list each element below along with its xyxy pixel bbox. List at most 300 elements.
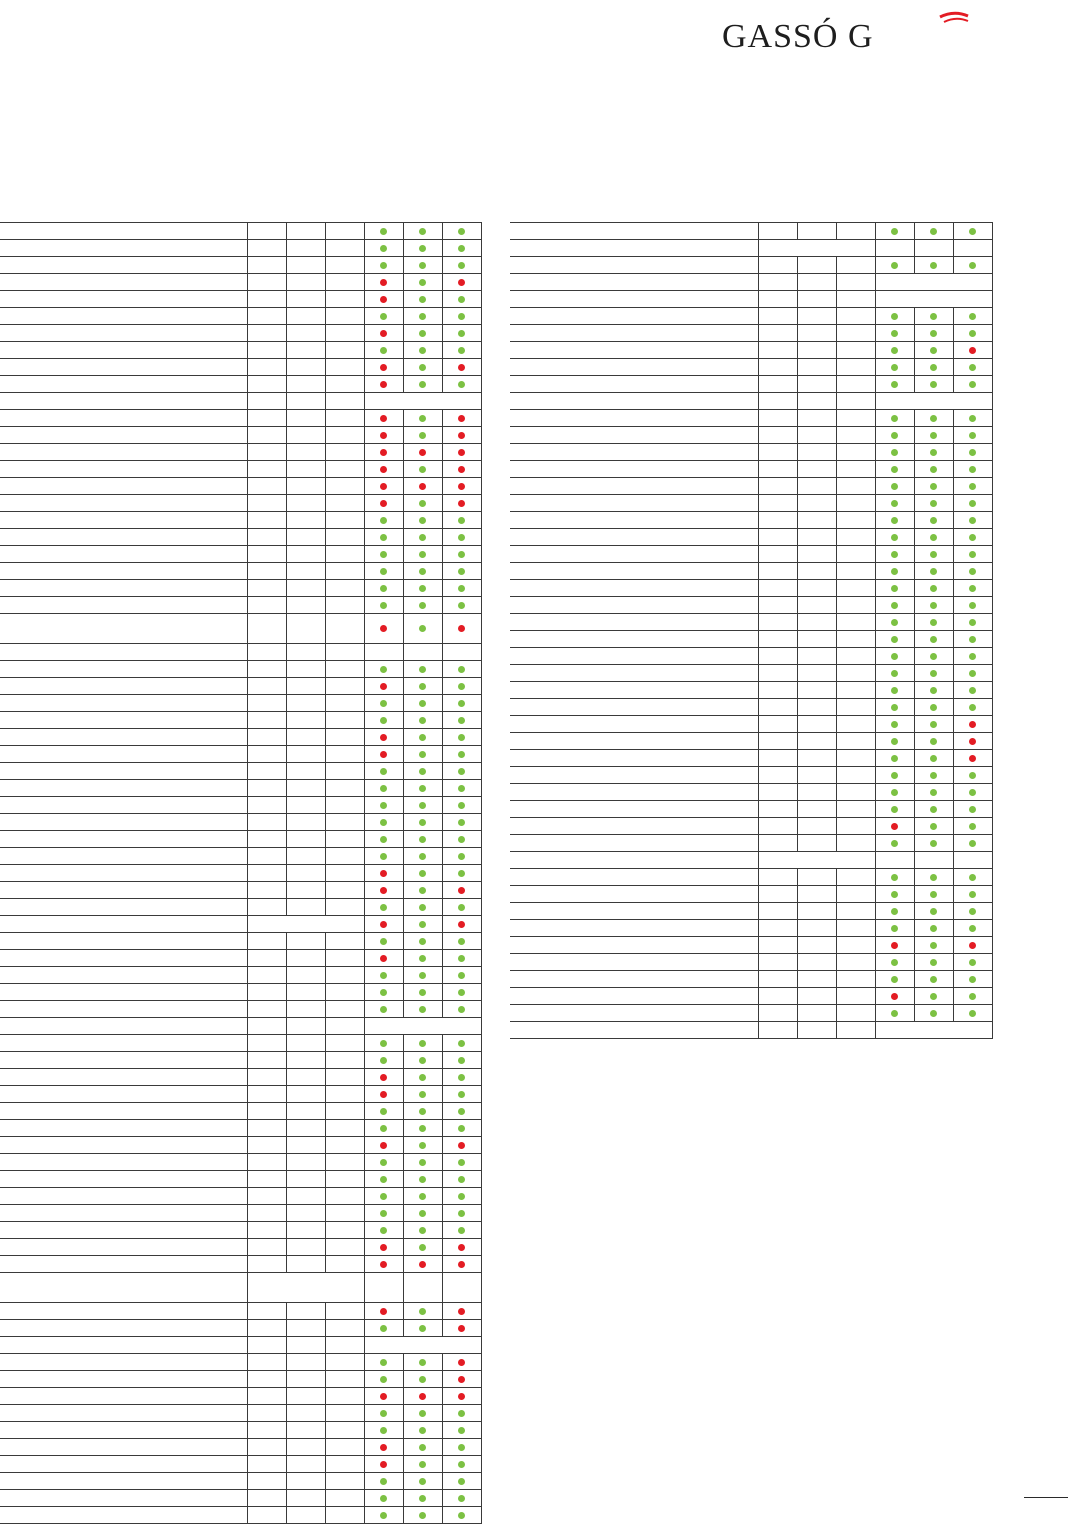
spec-cell bbox=[247, 563, 286, 580]
status-cell bbox=[953, 699, 992, 716]
status-cell bbox=[953, 376, 992, 393]
status-cell bbox=[364, 661, 403, 678]
green-dot-icon bbox=[419, 585, 426, 592]
spec-cell bbox=[247, 478, 286, 495]
red-dot-icon bbox=[419, 1393, 426, 1400]
table-row bbox=[0, 223, 481, 240]
spec-cell bbox=[247, 1239, 286, 1256]
spec-cell bbox=[247, 546, 286, 563]
spec-cell bbox=[286, 1018, 325, 1035]
green-dot-icon bbox=[969, 619, 976, 626]
green-dot-icon bbox=[419, 870, 426, 877]
green-dot-icon bbox=[891, 670, 898, 677]
status-cell bbox=[403, 1120, 442, 1137]
status-cell bbox=[364, 1018, 403, 1035]
red-dot-icon bbox=[380, 449, 387, 456]
red-dot-icon bbox=[458, 921, 465, 928]
green-dot-icon bbox=[419, 625, 426, 632]
spec-cell bbox=[286, 1188, 325, 1205]
spec-cell bbox=[286, 1120, 325, 1137]
status-cell bbox=[403, 257, 442, 274]
status-cell bbox=[364, 763, 403, 780]
green-dot-icon bbox=[891, 466, 898, 473]
status-cell bbox=[364, 695, 403, 712]
status-cell bbox=[442, 1103, 481, 1120]
status-cell bbox=[442, 1205, 481, 1222]
spec-cell bbox=[836, 818, 875, 835]
spec-cell bbox=[325, 644, 364, 661]
green-dot-icon bbox=[380, 534, 387, 541]
spec-cell bbox=[286, 512, 325, 529]
status-cell bbox=[442, 1422, 481, 1439]
green-dot-icon bbox=[419, 887, 426, 894]
spec-cell bbox=[758, 580, 797, 597]
green-dot-icon bbox=[419, 279, 426, 286]
green-dot-icon bbox=[419, 1057, 426, 1064]
spec-cell bbox=[247, 1205, 286, 1222]
spec-cell bbox=[836, 1022, 875, 1039]
status-cell bbox=[953, 1022, 992, 1039]
status-cell bbox=[403, 512, 442, 529]
spec-cell bbox=[247, 729, 286, 746]
row-label-cell bbox=[0, 1154, 247, 1171]
status-cell bbox=[442, 1256, 481, 1273]
spec-cell bbox=[325, 563, 364, 580]
spec-cell bbox=[286, 1103, 325, 1120]
green-dot-icon bbox=[891, 432, 898, 439]
status-cell bbox=[442, 814, 481, 831]
spec-cell bbox=[797, 342, 836, 359]
table-row bbox=[0, 546, 481, 563]
table-row bbox=[0, 1086, 481, 1103]
spec-cell bbox=[286, 950, 325, 967]
spec-cell bbox=[797, 971, 836, 988]
row-label-cell bbox=[0, 1001, 247, 1018]
spec-cell bbox=[797, 1022, 836, 1039]
green-dot-icon bbox=[419, 415, 426, 422]
row-label-cell bbox=[510, 393, 758, 410]
row-label-cell bbox=[510, 529, 758, 546]
table-row bbox=[0, 712, 481, 729]
green-dot-icon bbox=[458, 989, 465, 996]
green-dot-icon bbox=[969, 653, 976, 660]
table-row bbox=[0, 1354, 481, 1371]
spec-cell bbox=[836, 954, 875, 971]
green-dot-icon bbox=[380, 989, 387, 996]
status-cell bbox=[953, 495, 992, 512]
green-dot-icon bbox=[969, 976, 976, 983]
green-dot-icon bbox=[930, 534, 937, 541]
status-cell bbox=[442, 831, 481, 848]
status-cell bbox=[364, 1273, 403, 1303]
green-dot-icon bbox=[891, 228, 898, 235]
red-dot-icon bbox=[380, 921, 387, 928]
row-label-cell bbox=[0, 1188, 247, 1205]
status-cell bbox=[875, 682, 914, 699]
green-dot-icon bbox=[458, 870, 465, 877]
spec-cell bbox=[247, 1018, 286, 1035]
spec-cell bbox=[247, 495, 286, 512]
status-cell bbox=[403, 882, 442, 899]
table-row bbox=[510, 257, 992, 274]
spec-cell bbox=[758, 1005, 797, 1022]
status-cell bbox=[364, 1256, 403, 1273]
green-dot-icon bbox=[458, 1227, 465, 1234]
green-dot-icon bbox=[969, 891, 976, 898]
green-dot-icon bbox=[930, 687, 937, 694]
status-cell bbox=[442, 780, 481, 797]
spec-cell bbox=[325, 342, 364, 359]
green-dot-icon bbox=[458, 1210, 465, 1217]
spec-cell bbox=[286, 342, 325, 359]
green-dot-icon bbox=[458, 1478, 465, 1485]
status-cell bbox=[953, 920, 992, 937]
green-dot-icon bbox=[380, 602, 387, 609]
spec-cell bbox=[247, 359, 286, 376]
table-row bbox=[0, 865, 481, 882]
green-dot-icon bbox=[930, 653, 937, 660]
green-dot-icon bbox=[891, 755, 898, 762]
table-row bbox=[510, 886, 992, 903]
spec-cell bbox=[286, 495, 325, 512]
spec-cell bbox=[247, 1222, 286, 1239]
spec-cell bbox=[797, 767, 836, 784]
spec-cell bbox=[836, 903, 875, 920]
green-dot-icon bbox=[458, 1074, 465, 1081]
table-row bbox=[510, 376, 992, 393]
status-cell bbox=[403, 1371, 442, 1388]
table-row bbox=[510, 971, 992, 988]
table-row bbox=[0, 308, 481, 325]
table-row bbox=[0, 1188, 481, 1205]
spec-cell bbox=[247, 1188, 286, 1205]
row-label-cell bbox=[0, 1507, 247, 1524]
spec-cell bbox=[286, 1388, 325, 1405]
green-dot-icon bbox=[891, 840, 898, 847]
row-label-cell bbox=[0, 1205, 247, 1222]
red-dot-icon bbox=[458, 432, 465, 439]
green-dot-icon bbox=[380, 1427, 387, 1434]
red-dot-icon bbox=[380, 870, 387, 877]
green-dot-icon bbox=[930, 823, 937, 830]
status-cell bbox=[442, 882, 481, 899]
green-dot-icon bbox=[380, 666, 387, 673]
green-dot-icon bbox=[930, 262, 937, 269]
status-cell bbox=[403, 1171, 442, 1188]
status-cell bbox=[364, 678, 403, 695]
green-dot-icon bbox=[458, 262, 465, 269]
status-cell bbox=[953, 393, 992, 410]
red-dot-icon bbox=[969, 347, 976, 354]
green-dot-icon bbox=[458, 1461, 465, 1468]
red-dot-icon bbox=[380, 734, 387, 741]
green-dot-icon bbox=[891, 636, 898, 643]
table-row bbox=[0, 529, 481, 546]
spec-cell bbox=[325, 580, 364, 597]
status-cell bbox=[403, 831, 442, 848]
status-cell bbox=[914, 563, 953, 580]
spec-cell bbox=[797, 818, 836, 835]
row-label-cell bbox=[0, 1422, 247, 1439]
status-cell bbox=[875, 767, 914, 784]
status-cell bbox=[364, 597, 403, 614]
status-cell bbox=[953, 478, 992, 495]
green-dot-icon bbox=[930, 619, 937, 626]
status-cell bbox=[914, 376, 953, 393]
green-dot-icon bbox=[969, 500, 976, 507]
row-label-cell bbox=[0, 882, 247, 899]
row-label-cell bbox=[0, 1018, 247, 1035]
green-dot-icon bbox=[380, 347, 387, 354]
red-dot-icon bbox=[891, 942, 898, 949]
spec-cell bbox=[797, 580, 836, 597]
spec-cell bbox=[286, 427, 325, 444]
green-dot-icon bbox=[891, 653, 898, 660]
spec-cell bbox=[286, 1035, 325, 1052]
status-cell bbox=[875, 903, 914, 920]
spec-cell bbox=[247, 1456, 286, 1473]
row-label-cell bbox=[0, 478, 247, 495]
table-row bbox=[0, 916, 481, 933]
status-cell bbox=[875, 920, 914, 937]
green-dot-icon bbox=[419, 1108, 426, 1115]
status-cell bbox=[914, 478, 953, 495]
spec-cell bbox=[758, 495, 797, 512]
spec-cell bbox=[758, 478, 797, 495]
green-dot-icon bbox=[380, 1325, 387, 1332]
table-row bbox=[510, 495, 992, 512]
status-cell bbox=[442, 359, 481, 376]
green-dot-icon bbox=[891, 976, 898, 983]
spec-cell bbox=[286, 1069, 325, 1086]
spec-cell bbox=[325, 410, 364, 427]
spec-cell bbox=[286, 461, 325, 478]
status-cell bbox=[364, 1507, 403, 1524]
red-dot-icon bbox=[380, 330, 387, 337]
spec-cell bbox=[247, 1171, 286, 1188]
table-row bbox=[510, 597, 992, 614]
status-cell bbox=[364, 1137, 403, 1154]
green-dot-icon bbox=[380, 245, 387, 252]
spec-cell bbox=[286, 325, 325, 342]
green-dot-icon bbox=[891, 806, 898, 813]
status-cell bbox=[953, 410, 992, 427]
status-cell bbox=[403, 563, 442, 580]
spec-cell bbox=[325, 274, 364, 291]
green-dot-icon bbox=[419, 330, 426, 337]
green-dot-icon bbox=[969, 687, 976, 694]
spec-cell bbox=[758, 665, 797, 682]
status-cell bbox=[364, 933, 403, 950]
red-dot-icon bbox=[458, 1393, 465, 1400]
red-dot-icon bbox=[458, 1359, 465, 1366]
green-dot-icon bbox=[891, 534, 898, 541]
green-dot-icon bbox=[930, 942, 937, 949]
green-dot-icon bbox=[891, 908, 898, 915]
status-cell bbox=[442, 444, 481, 461]
red-dot-icon bbox=[380, 887, 387, 894]
green-dot-icon bbox=[419, 836, 426, 843]
row-label-cell bbox=[0, 291, 247, 308]
spec-cell bbox=[836, 444, 875, 461]
table-row bbox=[0, 1120, 481, 1137]
green-dot-icon bbox=[969, 993, 976, 1000]
status-cell bbox=[403, 1103, 442, 1120]
status-cell bbox=[364, 797, 403, 814]
status-cell bbox=[442, 984, 481, 1001]
status-cell bbox=[364, 1320, 403, 1337]
green-dot-icon bbox=[458, 1176, 465, 1183]
spec-cell bbox=[758, 971, 797, 988]
spec-cell bbox=[247, 831, 286, 848]
table-row bbox=[510, 308, 992, 325]
green-dot-icon bbox=[380, 1159, 387, 1166]
green-dot-icon bbox=[419, 347, 426, 354]
status-cell bbox=[953, 529, 992, 546]
green-dot-icon bbox=[380, 1125, 387, 1132]
status-cell bbox=[403, 1337, 442, 1354]
spec-cell bbox=[797, 954, 836, 971]
green-dot-icon bbox=[969, 602, 976, 609]
table-row bbox=[510, 410, 992, 427]
spec-cell bbox=[325, 729, 364, 746]
spec-cell bbox=[286, 984, 325, 1001]
status-cell bbox=[403, 427, 442, 444]
status-cell bbox=[914, 835, 953, 852]
table-row bbox=[0, 597, 481, 614]
green-dot-icon bbox=[380, 819, 387, 826]
status-cell bbox=[403, 644, 442, 661]
status-cell bbox=[403, 661, 442, 678]
green-dot-icon bbox=[380, 1057, 387, 1064]
status-cell bbox=[403, 1473, 442, 1490]
status-cell bbox=[403, 376, 442, 393]
spec-cell bbox=[247, 512, 286, 529]
green-dot-icon bbox=[891, 789, 898, 796]
row-label-cell bbox=[0, 393, 247, 410]
green-dot-icon bbox=[458, 1512, 465, 1519]
spec-cell bbox=[836, 563, 875, 580]
spec-cell bbox=[325, 393, 364, 410]
table-row bbox=[510, 750, 992, 767]
status-cell bbox=[953, 648, 992, 665]
green-dot-icon bbox=[891, 1010, 898, 1017]
green-dot-icon bbox=[458, 717, 465, 724]
spec-cell bbox=[247, 444, 286, 461]
status-cell bbox=[364, 512, 403, 529]
spec-cell bbox=[797, 478, 836, 495]
green-dot-icon bbox=[419, 262, 426, 269]
spec-cell bbox=[797, 597, 836, 614]
spec-cell bbox=[836, 971, 875, 988]
green-dot-icon bbox=[930, 636, 937, 643]
table-row bbox=[0, 1137, 481, 1154]
green-dot-icon bbox=[380, 262, 387, 269]
spec-cell bbox=[286, 1256, 325, 1273]
status-cell bbox=[442, 1222, 481, 1239]
spec-cell bbox=[325, 1205, 364, 1222]
red-dot-icon bbox=[891, 993, 898, 1000]
spec-cell bbox=[286, 1205, 325, 1222]
status-cell bbox=[914, 325, 953, 342]
status-cell bbox=[442, 223, 481, 240]
status-cell bbox=[403, 814, 442, 831]
green-dot-icon bbox=[891, 891, 898, 898]
status-cell bbox=[442, 342, 481, 359]
green-dot-icon bbox=[380, 768, 387, 775]
spec-cell bbox=[325, 950, 364, 967]
status-cell bbox=[364, 223, 403, 240]
red-dot-icon bbox=[380, 955, 387, 962]
status-cell bbox=[953, 682, 992, 699]
status-cell bbox=[442, 614, 481, 644]
spec-cell bbox=[247, 1154, 286, 1171]
status-cell bbox=[953, 223, 992, 240]
spec-cell bbox=[325, 1137, 364, 1154]
spec-cell bbox=[286, 546, 325, 563]
status-cell bbox=[403, 342, 442, 359]
green-dot-icon bbox=[380, 1359, 387, 1366]
row-label-cell bbox=[0, 1456, 247, 1473]
status-cell bbox=[914, 665, 953, 682]
green-dot-icon bbox=[419, 551, 426, 558]
green-dot-icon bbox=[891, 262, 898, 269]
red-dot-icon bbox=[380, 625, 387, 632]
status-cell bbox=[364, 1069, 403, 1086]
spec-cell bbox=[247, 1354, 286, 1371]
table-row bbox=[0, 814, 481, 831]
status-cell bbox=[403, 1405, 442, 1422]
table-row bbox=[0, 240, 481, 257]
row-label-cell bbox=[510, 665, 758, 682]
row-label-cell bbox=[510, 614, 758, 631]
green-dot-icon bbox=[419, 972, 426, 979]
spec-cell bbox=[758, 410, 797, 427]
table-row bbox=[0, 644, 481, 661]
status-cell bbox=[442, 376, 481, 393]
red-dot-icon bbox=[419, 1261, 426, 1268]
status-cell bbox=[914, 461, 953, 478]
green-dot-icon bbox=[969, 228, 976, 235]
red-dot-icon bbox=[380, 432, 387, 439]
red-dot-icon bbox=[380, 500, 387, 507]
status-cell bbox=[364, 1154, 403, 1171]
status-cell bbox=[442, 933, 481, 950]
green-dot-icon bbox=[380, 853, 387, 860]
row-label-cell bbox=[510, 495, 758, 512]
spec-cell bbox=[325, 291, 364, 308]
row-label-cell bbox=[510, 801, 758, 818]
table-row bbox=[510, 223, 992, 240]
spec-cell bbox=[325, 529, 364, 546]
spec-cell bbox=[325, 678, 364, 695]
status-cell bbox=[403, 1422, 442, 1439]
status-cell bbox=[403, 848, 442, 865]
green-dot-icon bbox=[419, 296, 426, 303]
table-row bbox=[510, 784, 992, 801]
spec-cell bbox=[247, 427, 286, 444]
status-cell bbox=[364, 1388, 403, 1405]
brand-name: GASSÓ G bbox=[722, 18, 874, 55]
red-dot-icon bbox=[458, 887, 465, 894]
status-cell bbox=[403, 291, 442, 308]
spec-cell bbox=[797, 444, 836, 461]
spec-cell bbox=[247, 1052, 286, 1069]
row-label-cell bbox=[0, 495, 247, 512]
row-label-cell bbox=[0, 597, 247, 614]
table-row bbox=[0, 1507, 481, 1524]
status-cell bbox=[403, 325, 442, 342]
